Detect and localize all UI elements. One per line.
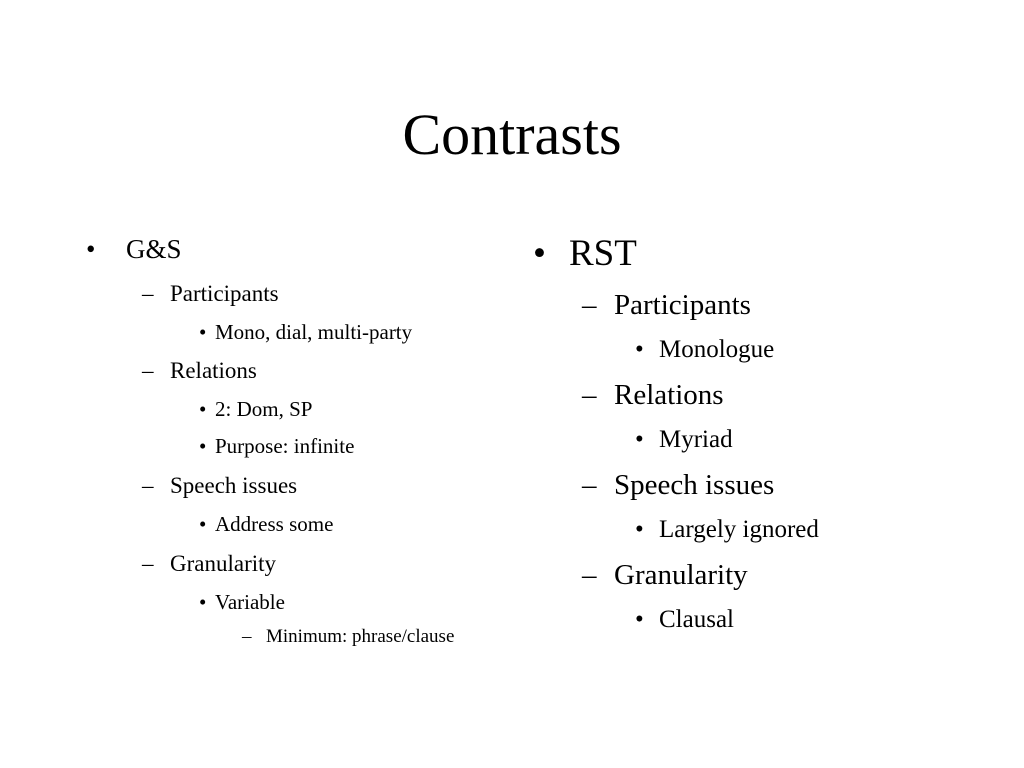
- left-relations-detail-2: Purpose: infinite: [215, 434, 355, 458]
- left-heading: G&S: [126, 234, 182, 264]
- left-participants-detail: Mono, dial, multi-party: [215, 320, 413, 344]
- right-speech-detail: Largely ignored: [659, 516, 819, 543]
- left-relations: Relations: [170, 358, 257, 383]
- dash-marker: –: [242, 626, 252, 647]
- dash-marker: –: [582, 469, 597, 501]
- bullet-marker: •: [86, 234, 96, 264]
- right-granularity: Granularity: [614, 559, 748, 591]
- bullet-marker: •: [533, 233, 546, 274]
- right-participants: Participants: [614, 289, 751, 321]
- bullet-marker: •: [199, 320, 207, 344]
- left-granularity: Granularity: [170, 551, 277, 576]
- right-speech: Speech issues: [614, 469, 775, 501]
- dash-marker: –: [142, 281, 154, 306]
- right-participants-detail: Monologue: [659, 336, 775, 363]
- right-relations-detail: Myriad: [659, 426, 733, 453]
- bullet-marker: •: [635, 516, 644, 543]
- slide-title: Contrasts: [402, 102, 622, 167]
- dash-marker: –: [142, 551, 154, 576]
- left-speech: Speech issues: [170, 473, 298, 498]
- left-granularity-detail: Variable: [215, 590, 285, 614]
- left-speech-detail: Address some: [215, 512, 334, 536]
- dash-marker: –: [142, 473, 154, 498]
- bullet-marker: •: [635, 336, 644, 363]
- bullet-marker: •: [199, 397, 207, 421]
- bullet-marker: •: [199, 590, 207, 614]
- left-granularity-sub: Minimum: phrase/clause: [266, 626, 455, 647]
- right-relations: Relations: [614, 379, 724, 411]
- dash-marker: –: [582, 379, 597, 411]
- dash-marker: –: [582, 289, 597, 321]
- left-participants: Participants: [170, 281, 279, 306]
- bullet-marker: •: [635, 606, 644, 633]
- right-heading: RST: [569, 233, 637, 274]
- left-relations-detail-1: 2: Dom, SP: [215, 397, 313, 421]
- bullet-marker: •: [199, 434, 207, 458]
- right-granularity-detail: Clausal: [659, 606, 734, 633]
- bullet-marker: •: [199, 512, 207, 536]
- bullet-marker: •: [635, 426, 644, 453]
- dash-marker: –: [582, 559, 597, 591]
- dash-marker: –: [142, 358, 154, 383]
